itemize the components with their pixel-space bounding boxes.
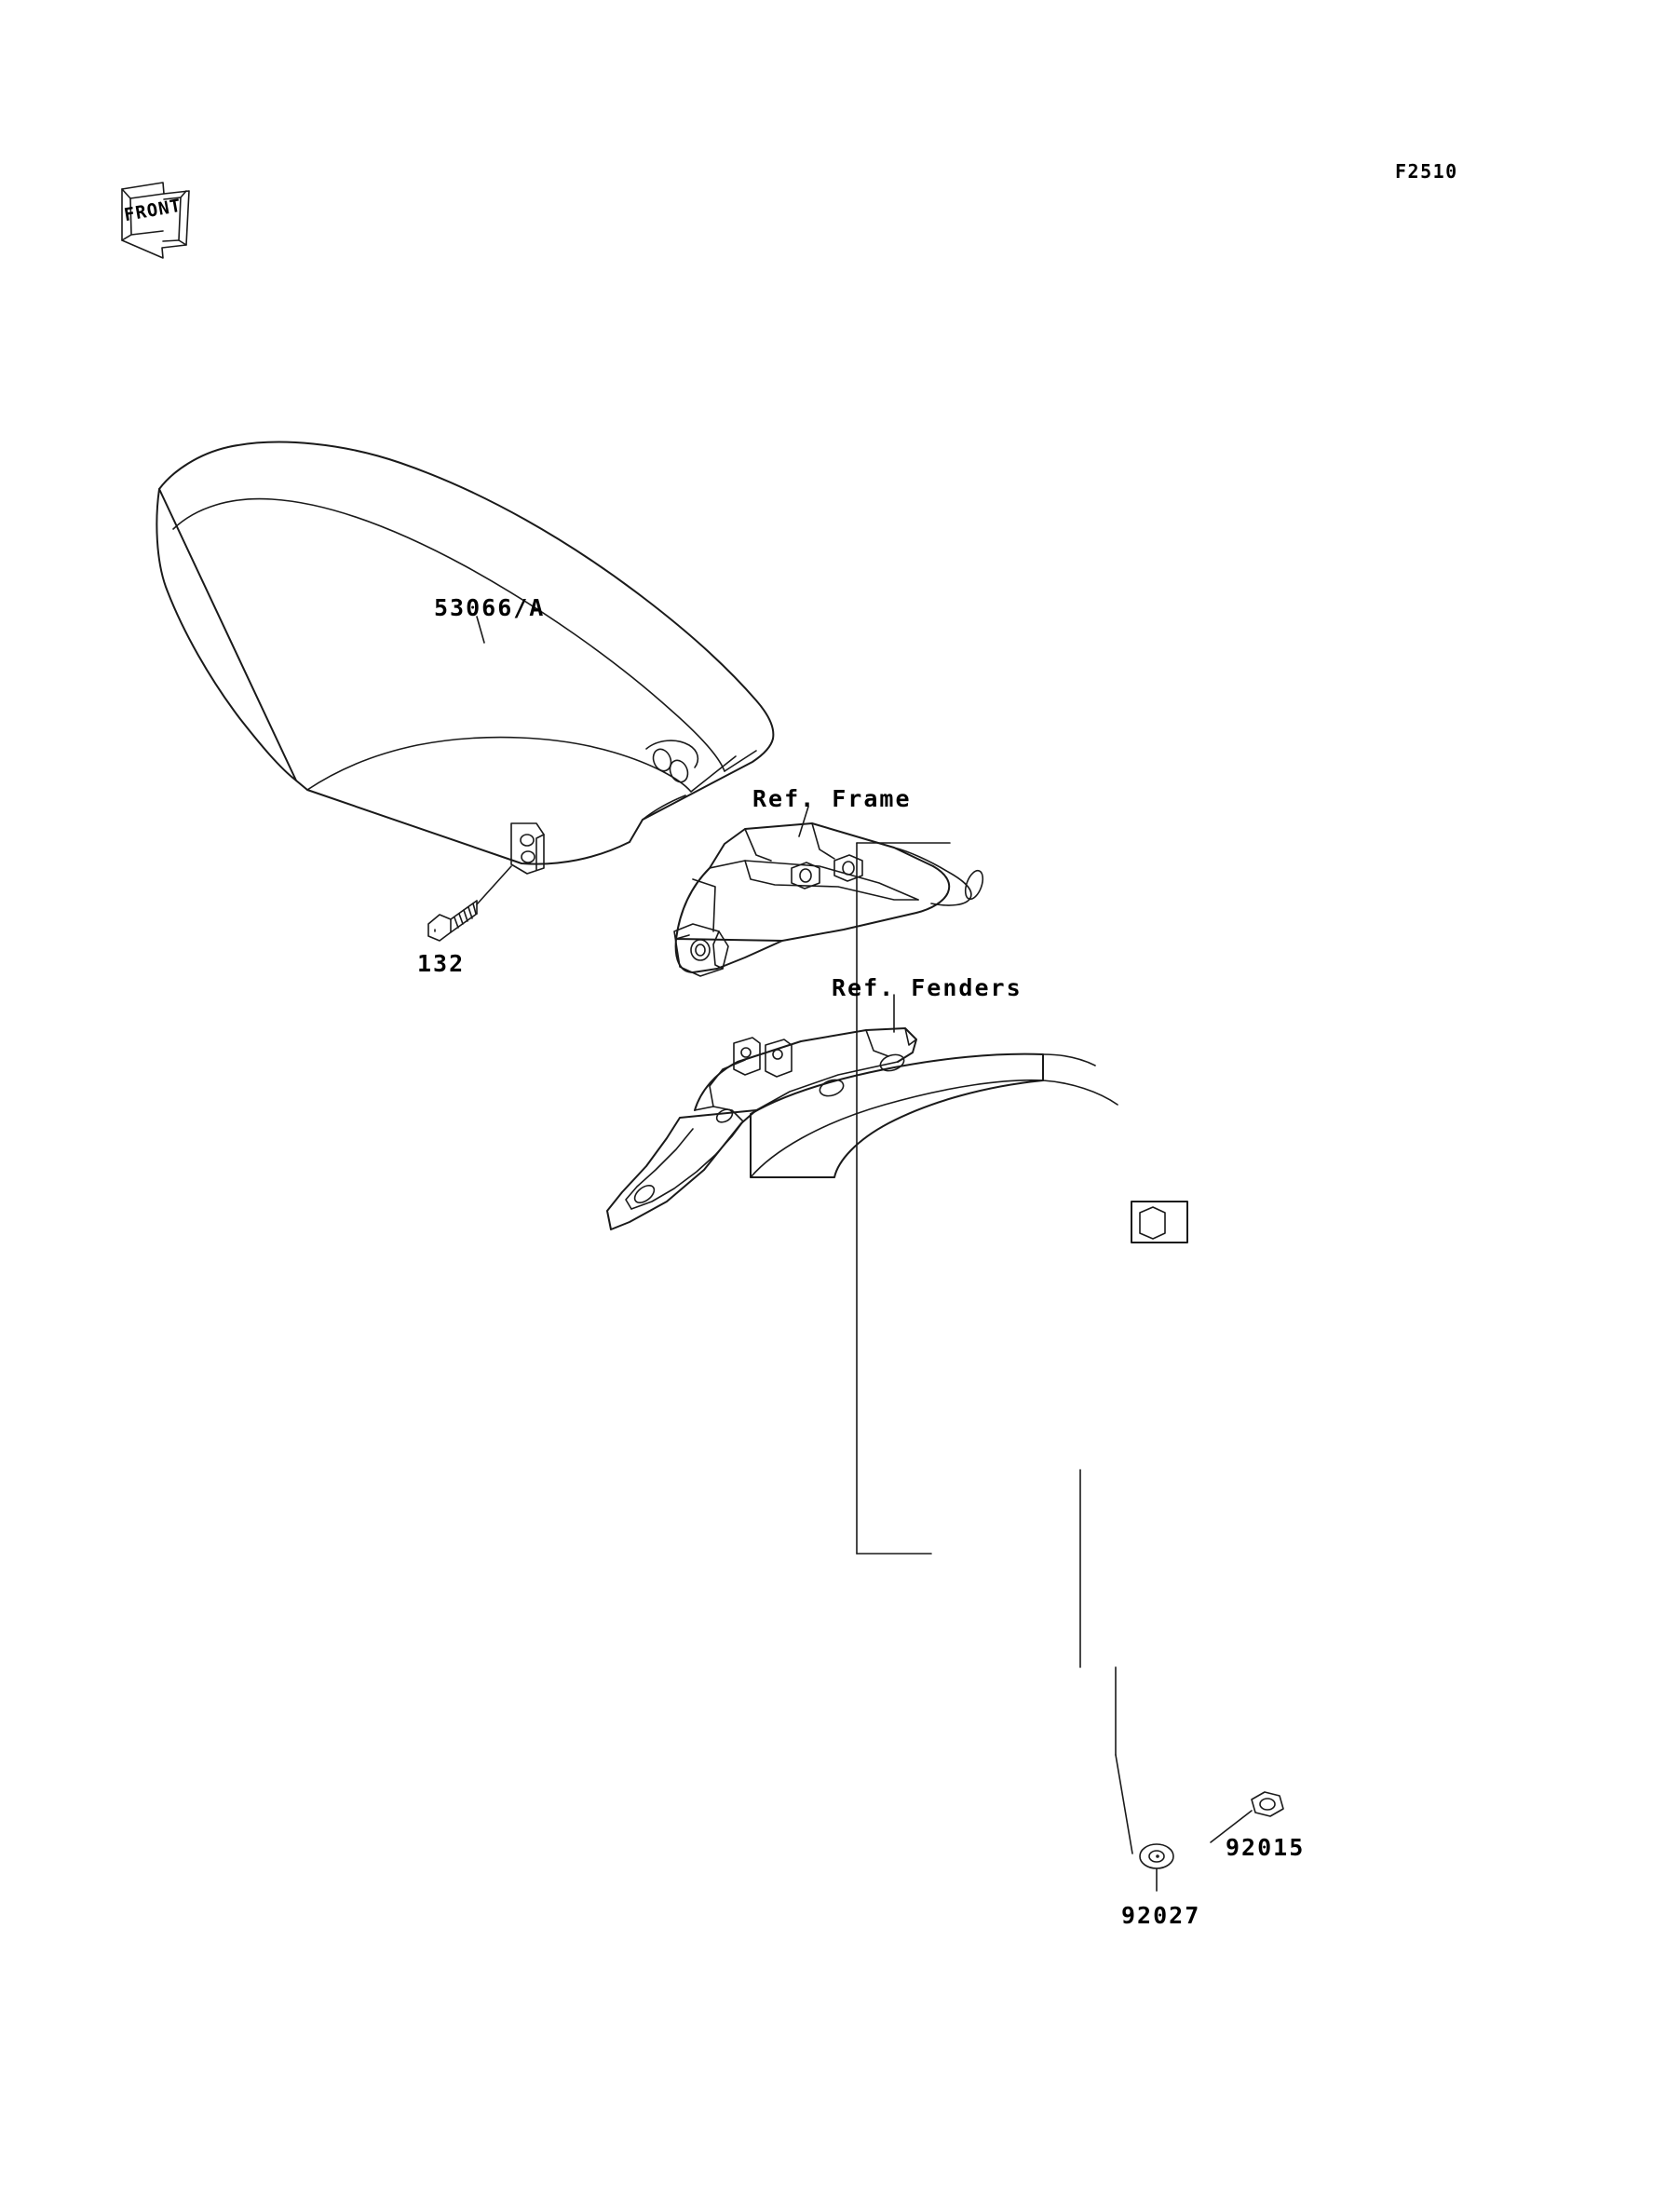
diagram-code-label: F2510 bbox=[1395, 160, 1458, 183]
reference-label-frame: Ref. Frame bbox=[752, 785, 912, 812]
part-label-collar: 92027 bbox=[1121, 1902, 1201, 1929]
reference-label-fenders: Ref. Fenders bbox=[832, 974, 1023, 1001]
part-label-nut: 92015 bbox=[1226, 1834, 1306, 1861]
part-label-bolt: 132 bbox=[417, 950, 466, 977]
part-label-seat: 53066/A bbox=[434, 594, 546, 621]
front-arrow-label: FRONT bbox=[122, 195, 183, 226]
